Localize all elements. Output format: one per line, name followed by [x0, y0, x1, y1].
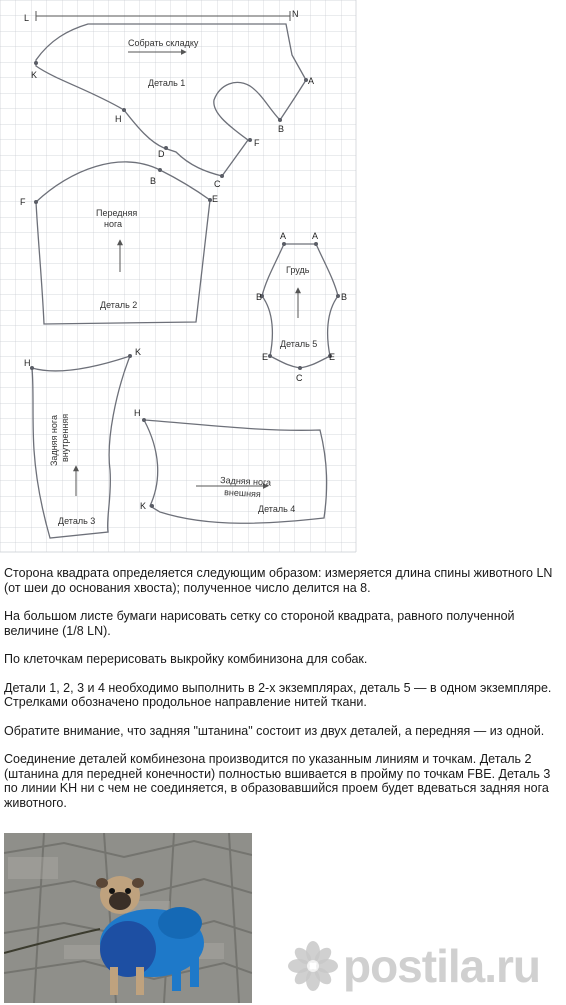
point-C: C: [214, 179, 221, 189]
point-B2: B: [150, 176, 157, 186]
article-text: [4, 566, 564, 824]
point-C5: C: [296, 373, 303, 383]
watermark-text: postila.ru: [342, 940, 540, 992]
dog-jumpsuit-pattern: [0, 0, 360, 555]
hind-leg-outer-label-1: Задняя нога: [219, 474, 272, 488]
hind-leg-inner-label-2: внутренняя: [60, 413, 70, 462]
point-F2: F: [20, 197, 26, 207]
paragraph-details-count: Детали 1, 2, 3 и 4 необходимо выполнить в 2-х экземплярах, деталь 5 — в одном экземпляре. Стрелками обозначено продольное направление нитей ткани.: [4, 680, 552, 709]
point-K3: K: [135, 347, 142, 357]
point-A: A: [308, 76, 315, 86]
point-E5b: E: [329, 352, 336, 362]
postila-watermark: [287, 936, 540, 996]
point-H: H: [115, 114, 122, 124]
hind-leg-outer-label-2: внешняя: [223, 487, 262, 500]
collect-fold-label: Собрать складку: [128, 38, 199, 48]
point-B: B: [278, 124, 285, 134]
paragraph-assembly: Соединение деталей комбинезона производится по указанным линиям и точкам. Деталь 2 (штанина для передней конечности) полностью вшивается в пройму по точкам FBE. Деталь 3 по линии KH ни с чем не соединяется, в образовавшийся проем будет вдеваться задняя нога животного.: [4, 752, 551, 810]
point-N: N: [292, 9, 299, 19]
paragraph-square-size: Сторона квадрата определяется следующим образом: измеряется длина спины животного LN (от шеи до основания хвоста); полученное число делится на 8.: [4, 566, 553, 595]
point-E2: E: [212, 194, 219, 204]
pug-in-jumpsuit-photo: [4, 833, 252, 1003]
point-K4: K: [140, 501, 147, 511]
detail-3-label: Деталь 3: [58, 516, 96, 526]
flower-icon: [287, 940, 339, 992]
chest-label: Грудь: [286, 265, 310, 275]
paragraph-redraw: По клеточкам перерисовать выкройку комбинизона для собак.: [4, 652, 368, 666]
detail-1-label: Деталь 1: [148, 78, 186, 88]
point-H3: H: [24, 358, 31, 368]
point-A5b: A: [312, 231, 319, 241]
point-H4: H: [134, 408, 141, 418]
point-A5a: A: [280, 231, 287, 241]
point-B5b: B: [341, 292, 348, 302]
point-L: L: [24, 13, 30, 23]
front-leg-label-1: Передняя: [96, 208, 138, 218]
paragraph-grid: На большом листе бумаги нарисовать сетку со стороной квадрата, равного полученной величине (1/8 LN).: [4, 609, 515, 638]
paragraph-hind-leg-note: Обратите внимание, что задняя "штанина" состоит из двух деталей, а передняя — из одной.: [4, 723, 545, 738]
front-leg-label-2: нога: [104, 219, 123, 229]
point-E5a: E: [262, 352, 269, 362]
hind-leg-inner-label-1: Задняя нога: [49, 415, 59, 466]
point-B5a: B: [256, 292, 263, 302]
detail-4-label: Деталь 4: [258, 504, 296, 514]
detail-5-label: Деталь 5: [280, 339, 318, 349]
detail-2-label: Деталь 2: [100, 300, 138, 310]
point-D: D: [158, 149, 165, 159]
point-F: F: [254, 138, 260, 148]
point-K: K: [31, 70, 38, 80]
